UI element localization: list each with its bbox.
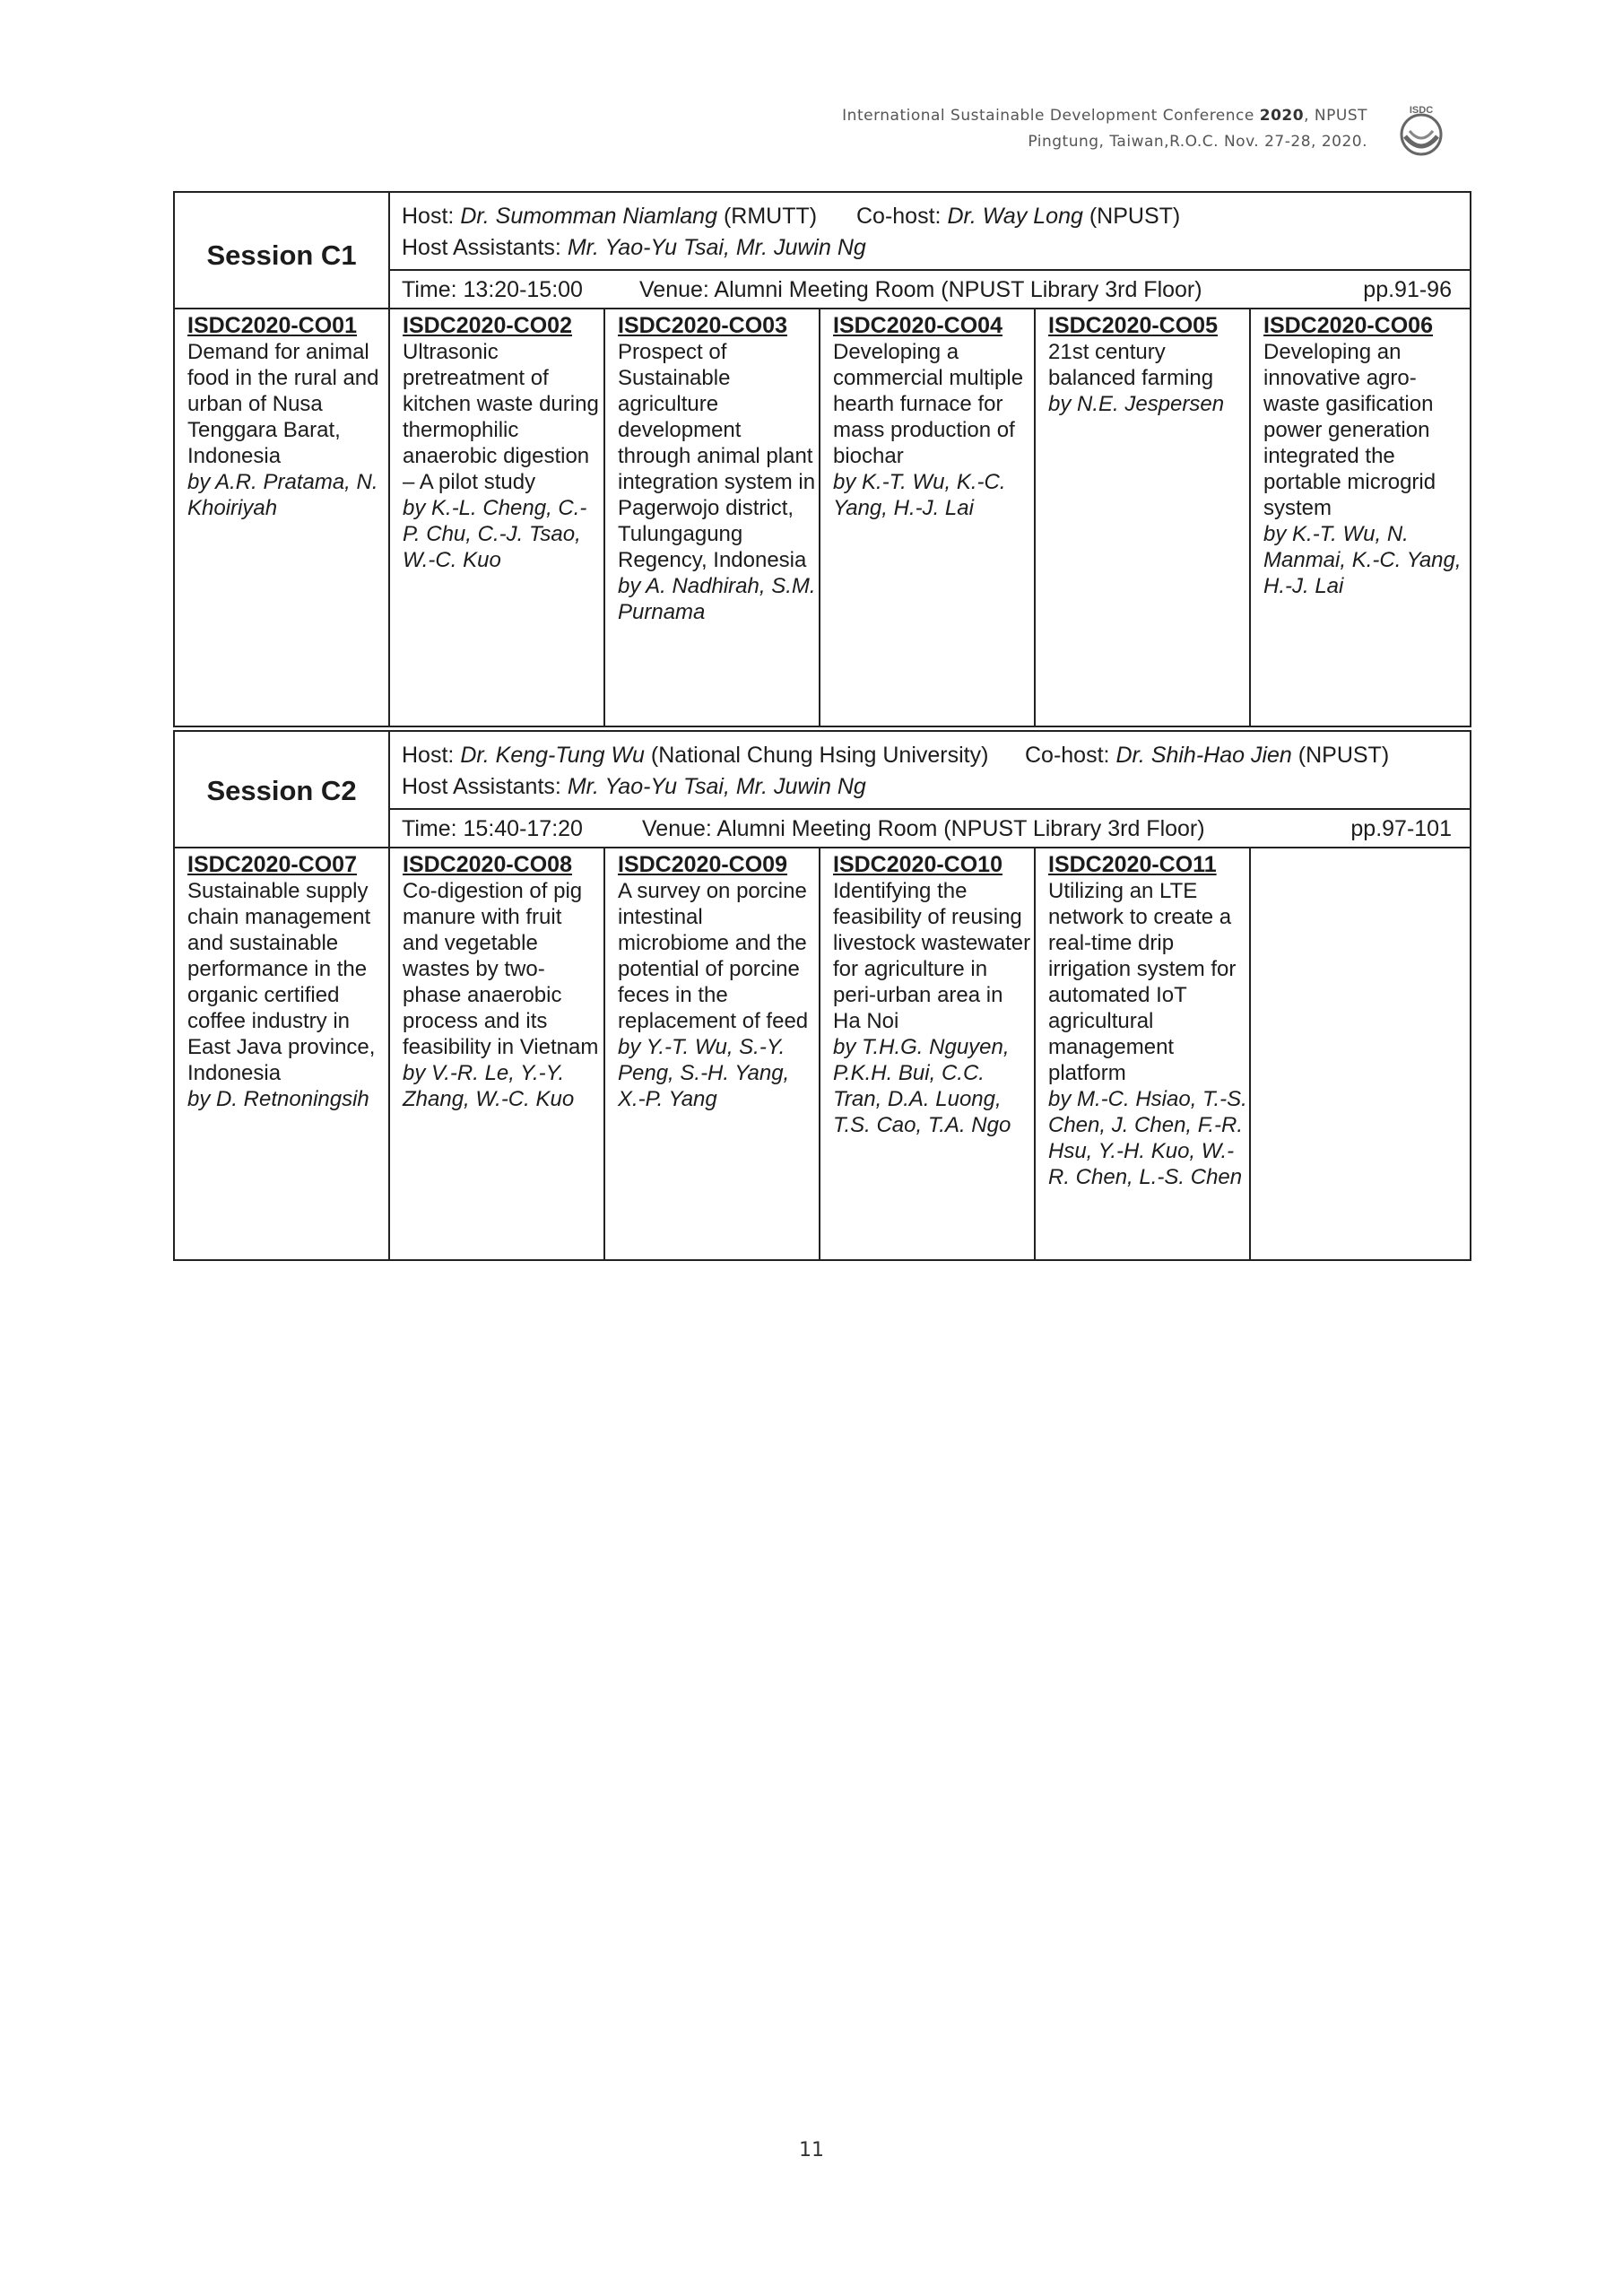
paper-authors: by A.R. Pratama, N. Khoiriyah: [187, 470, 378, 520]
paper-cell: [820, 309, 1036, 726]
paper-cell: [1036, 848, 1251, 1259]
paper-code: ISDC2020-CO04: [833, 313, 1002, 338]
paper-cell: [605, 848, 820, 1259]
header-line2: Pingtung, Taiwan,R.O.C. Nov. 27-28, 2020.: [1028, 133, 1367, 151]
host-label: Host:: [402, 204, 455, 229]
session-pages: pp.91-96: [1363, 277, 1452, 302]
header-line1-suffix: , NPUST: [1304, 107, 1367, 125]
cohost-row: [1025, 743, 1389, 769]
paper-title: Co-digestion of pig manure with fruit and vegetable wastes by two-phase anaerobic process and its feasibility in Vietnam: [403, 879, 599, 1059]
paper-authors: by A. Nadhirah, S.M. Purnama: [618, 574, 816, 624]
paper-title: A survey on porcine intestinal microbiome and the potential of porcine feces in the replacement of feed: [618, 879, 809, 1033]
session-time: Time: 15:40-17:20: [402, 816, 583, 841]
assistants-label: Host Assistants:: [402, 774, 561, 799]
conference-header: [842, 103, 1367, 155]
paper-authors: by T.H.G. Nguyen, P.K.H. Bui, C.C. Tran, D.A. Luong, T.S. Cao, T.A. Ngo: [833, 1035, 1011, 1137]
host-org: (National Chung Hsing University): [650, 743, 989, 768]
time-venue-row: [402, 277, 1452, 303]
session-title-cell: [175, 732, 390, 847]
session-time: Time: 13:20-15:00: [402, 277, 583, 302]
host-name: Dr. Sumomman Niamlang: [460, 204, 717, 229]
paper-code: ISDC2020-CO07: [187, 852, 357, 877]
paper-authors: by K.-L. Cheng, C.-P. Chu, C.-J. Tsao, W.-C. Kuo: [403, 496, 587, 572]
paper-code: ISDC2020-CO01: [187, 313, 357, 338]
paper-title: Prospect of Sustainable agriculture development through animal plant integration system in Pagerwojo district, Tulungagung Regency, Indonesia: [618, 340, 816, 572]
host-row: [402, 204, 817, 230]
assistants-label: Host Assistants:: [402, 235, 561, 260]
host-org: (RMUTT): [723, 204, 818, 229]
divider: [390, 808, 1470, 810]
paper-code: ISDC2020-CO11: [1048, 852, 1217, 877]
paper-code: ISDC2020-CO10: [833, 852, 1002, 877]
paper-code: ISDC2020-CO09: [618, 852, 787, 877]
paper-grid: [175, 309, 1470, 726]
header-year: 2020: [1259, 107, 1305, 125]
host-label: Host:: [402, 743, 455, 768]
paper-cell: [175, 309, 390, 726]
paper-code: ISDC2020-CO03: [618, 313, 787, 338]
session-venue: Venue: Alumni Meeting Room (NPUST Library 3rd Floor): [639, 277, 1202, 302]
paper-title: Sustainable supply chain management and sustainable performance in the organic certified coffee industry in East Java province, Indonesia: [187, 879, 376, 1085]
paper-authors: by D. Retnoningsih: [187, 1087, 369, 1111]
divider: [390, 269, 1470, 271]
paper-title: Developing an innovative agro-waste gasification power generation integrated the portable microgrid system: [1263, 340, 1436, 520]
paper-cell: [1251, 309, 1470, 726]
paper-authors: by M.-C. Hsiao, T.-S. Chen, J. Chen, F.-R. Hsu, Y.-H. Kuo, W.-R. Chen, L.-S. Chen: [1048, 1087, 1247, 1189]
cohost-name: Dr. Way Long: [947, 204, 1083, 229]
time-venue-row: [402, 816, 1452, 842]
session-pages: pp.97-101: [1350, 816, 1452, 841]
paper-cell-empty: [1251, 848, 1470, 1259]
paper-cell: [605, 309, 820, 726]
paper-authors: by Y.-T. Wu, S.-Y. Peng, S.-H. Yang, X.-P. Yang: [618, 1035, 790, 1111]
cohost-row: [856, 204, 1180, 230]
page-number: 11: [799, 2139, 824, 2161]
host-name: Dr. Keng-Tung Wu: [460, 743, 645, 768]
isdc-logo-icon: [1392, 100, 1451, 160]
assistants-names: Mr. Yao-Yu Tsai, Mr. Juwin Ng: [567, 235, 866, 260]
paper-cell: [820, 848, 1036, 1259]
paper-code: ISDC2020-CO08: [403, 852, 572, 877]
cohost-label: Co-host:: [856, 204, 942, 229]
paper-code: ISDC2020-CO02: [403, 313, 572, 338]
paper-cell: [390, 848, 605, 1259]
session-title-cell: [175, 193, 390, 308]
paper-code: ISDC2020-CO06: [1263, 313, 1433, 338]
header-line1-prefix: International Sustainable Development Conference: [842, 107, 1254, 125]
svg-text:ISDC: ISDC: [1409, 105, 1434, 116]
paper-cell: [1036, 309, 1251, 726]
paper-title: Demand for animal food in the rural and urban of Nusa Tenggara Barat, Indonesia: [187, 340, 379, 468]
assistants-names: Mr. Yao-Yu Tsai, Mr. Juwin Ng: [567, 774, 866, 799]
host-row: [402, 743, 988, 769]
paper-authors: by N.E. Jespersen: [1048, 392, 1225, 416]
session-c1-block: [173, 191, 1471, 727]
cohost-org: (NPUST): [1298, 743, 1390, 768]
cohost-name: Dr. Shih-Hao Jien: [1115, 743, 1292, 768]
paper-authors: by V.-R. Le, Y.-Y. Zhang, W.-C. Kuo: [403, 1061, 575, 1111]
session-venue: Venue: Alumni Meeting Room (NPUST Library 3rd Floor): [642, 816, 1205, 841]
paper-title: 21st century balanced farming: [1048, 340, 1214, 390]
paper-title: Ultrasonic pretreatment of kitchen waste during thermophilic anaerobic digestion – A pilot study: [403, 340, 599, 494]
assistants-row: [402, 774, 866, 800]
session-title: Session C1: [206, 239, 357, 271]
session-c2-block: [173, 730, 1471, 1261]
session-title: Session C2: [206, 775, 357, 806]
paper-grid: [175, 848, 1470, 1259]
paper-code: ISDC2020-CO05: [1048, 313, 1218, 338]
paper-cell: [390, 309, 605, 726]
paper-title: Utilizing an LTE network to create a real-time drip irrigation system for automated IoT agricultural management platform: [1048, 879, 1237, 1085]
paper-cell: [175, 848, 390, 1259]
paper-authors: by K.-T. Wu, N. Manmai, K.-C. Yang, H.-J. Lai: [1263, 522, 1462, 598]
cohost-label: Co-host:: [1025, 743, 1110, 768]
paper-authors: by K.-T. Wu, K.-C. Yang, H.-J. Lai: [833, 470, 1006, 520]
assistants-row: [402, 235, 866, 261]
cohost-org: (NPUST): [1089, 204, 1181, 229]
paper-title: Developing a commercial multiple hearth furnace for mass production of biochar: [833, 340, 1024, 468]
paper-title: Identifying the feasibility of reusing livestock wastewater for agriculture in peri-urban area in Ha Noi: [833, 879, 1031, 1033]
